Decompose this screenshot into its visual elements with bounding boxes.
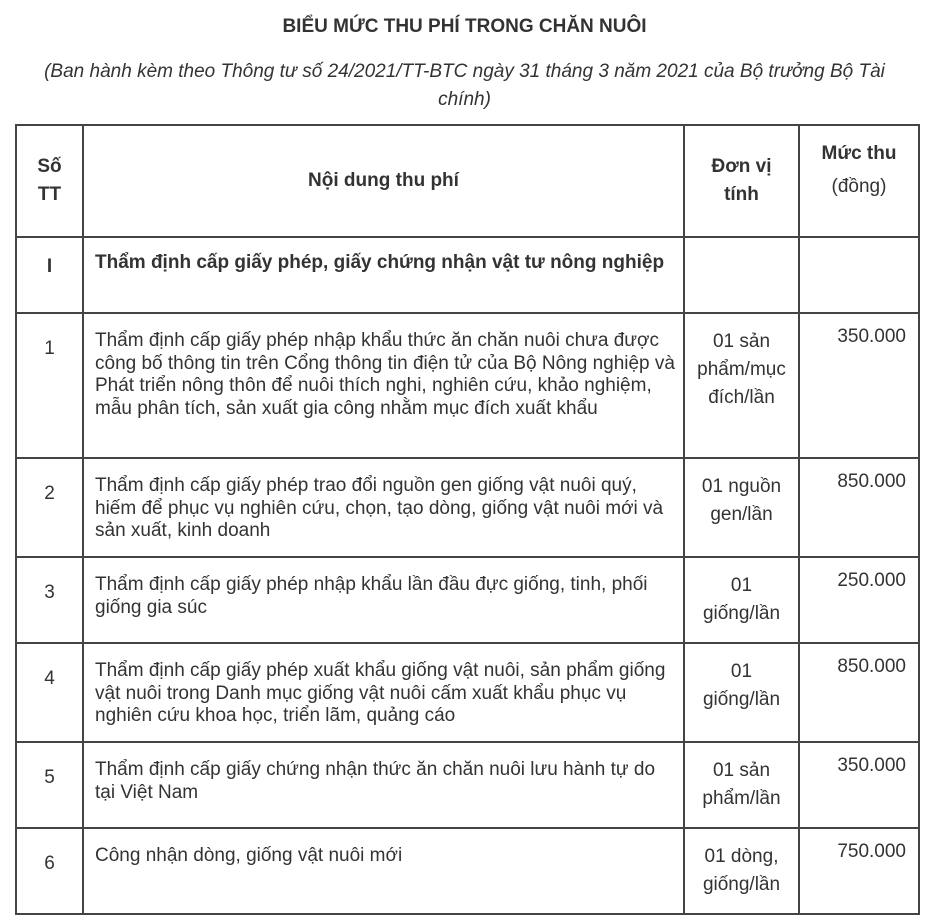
table-row	[16, 643, 919, 742]
row-content: Thẩm định cấp giấy phép nhập khẩu lần đầu đực giống, tinh, phối giống gia súc	[83, 557, 684, 643]
row-content: Công nhận dòng, giống vật nuôi mới	[83, 828, 684, 914]
header-stt	[16, 125, 83, 237]
group-stt: I	[16, 237, 83, 313]
table-row	[16, 557, 919, 643]
row-unit: 01 dòng, giống/lần	[684, 828, 799, 914]
row-unit: 01 sản phẩm/lần	[684, 742, 799, 828]
row-content: Thẩm định cấp giấy phép xuất khẩu giống vật nuôi, sản phẩm giống vật nuôi trong Danh mục giống vật nuôi cấm xuất khẩu phục vụ nghiên cứu khoa học, triển lãm, quảng cáo	[83, 643, 684, 742]
header-stt-label: Số TT	[37, 156, 62, 205]
table-row	[16, 742, 919, 828]
row-content: Thẩm định cấp giấy phép nhập khẩu thức ăn chăn nuôi chưa được công bố thông tin trên Cổng thông tin điện tử của Bộ Nông nghiệp và Phát triển nông thôn để nuôi thích nghi, nghiên cứu, khảo nghiệm, mẫu phân tích, sản xuất gia công nhằm mục đích xuất khẩu	[83, 313, 684, 458]
row-unit: 01 giống/lần	[684, 557, 799, 643]
row-unit: 01 sản phẩm/mục đích/lần	[684, 313, 799, 458]
group-fee	[799, 237, 919, 313]
document-title: BIỂU MỨC THU PHÍ TRONG CHĂN NUÔI	[282, 16, 647, 37]
row-fee: 750.000	[799, 828, 919, 914]
header-unit-label: Đơn vị tính	[711, 156, 772, 205]
row-stt: 1	[16, 313, 83, 458]
row-fee: 250.000	[799, 557, 919, 643]
group-unit	[684, 237, 799, 313]
table-header-row	[16, 125, 919, 237]
row-stt: 5	[16, 742, 83, 828]
header-unit	[684, 125, 799, 237]
row-unit: 01 nguồn gen/lần	[684, 458, 799, 557]
table-row	[16, 828, 919, 914]
row-fee: 850.000	[799, 458, 919, 557]
group-row	[16, 237, 919, 313]
row-fee: 350.000	[799, 313, 919, 458]
row-fee: 350.000	[799, 742, 919, 828]
header-fee	[799, 125, 919, 237]
table-row	[16, 458, 919, 557]
header-fee-label: Mức thu	[821, 143, 897, 164]
header-content: Nội dung thu phí	[83, 125, 684, 237]
row-stt: 2	[16, 458, 83, 557]
row-content: Thẩm định cấp giấy chứng nhận thức ăn chăn nuôi lưu hành tự do tại Việt Nam	[83, 742, 684, 828]
row-stt: 4	[16, 643, 83, 742]
row-stt: 3	[16, 557, 83, 643]
row-unit: 01 giống/lần	[684, 643, 799, 742]
row-stt: 6	[16, 828, 83, 914]
fee-table	[15, 124, 920, 915]
table-row	[16, 313, 919, 458]
row-content: Thẩm định cấp giấy phép trao đổi nguồn gen giống vật nuôi quý, hiếm để phục vụ nghiên cứu, chọn, tạo dòng, giống vật nuôi mới và sản xuất, kinh doanh	[83, 458, 684, 557]
document-subtitle: (Ban hành kèm theo Thông tư số 24/2021/TT-BTC ngày 31 tháng 3 năm 2021 của Bộ trưởng Bộ Tài chính)	[44, 61, 885, 110]
header-fee-unit: (đồng)	[831, 176, 887, 197]
group-content: Thẩm định cấp giấy phép, giấy chứng nhận vật tư nông nghiệp	[83, 237, 684, 313]
row-fee: 850.000	[799, 643, 919, 742]
